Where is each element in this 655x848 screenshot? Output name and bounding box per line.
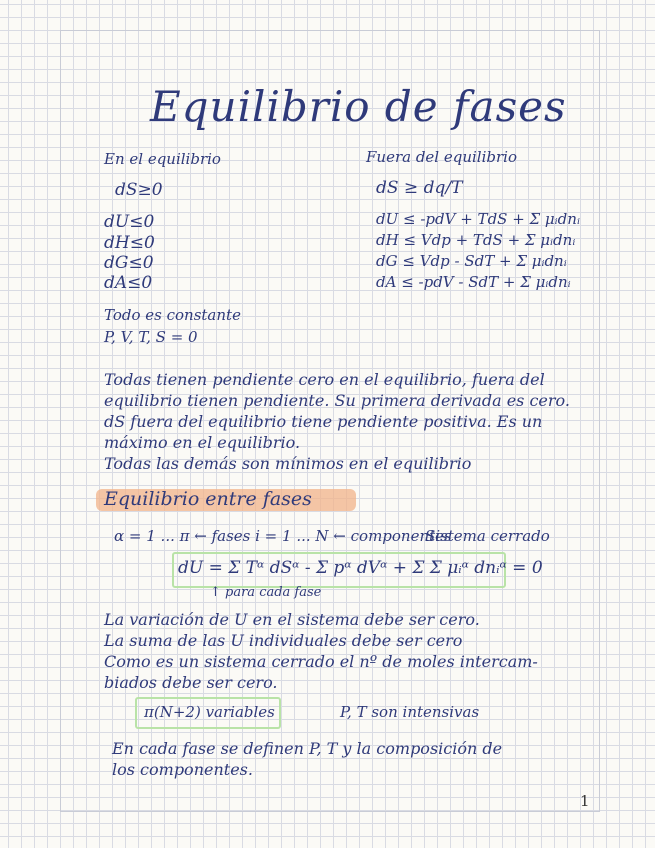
left-eq-dh: dH≤0 bbox=[104, 233, 155, 253]
right-eq-du: dU ≤ -pdV + TdS + Σ μᵢdnᵢ bbox=[376, 210, 580, 228]
paragraph-line: equilibrio tienen pendiente. Su primera derivada es cero. bbox=[104, 391, 570, 410]
left-heading: En el equilibrio bbox=[104, 150, 221, 168]
constant-note: Todo es constante bbox=[104, 306, 241, 324]
phase-definitions: α = 1 ... π ← fases i = 1 ... N ← componentes bbox=[114, 527, 452, 545]
section-heading: Equilibrio entre fases bbox=[104, 488, 312, 510]
explanation-line: Como es un sistema cerrado el nº de moles intercam- bbox=[104, 652, 538, 671]
intensive-note: P, T son intensivas bbox=[340, 703, 480, 721]
page-title: Equilibrio de fases bbox=[150, 82, 567, 131]
left-eq-du: dU≤0 bbox=[104, 212, 155, 232]
paragraph-line: máximo en el equilibrio. bbox=[104, 433, 301, 452]
constant-vars: P, V, T, S = 0 bbox=[104, 328, 198, 346]
closing-line: En cada fase se definen P, T y la composición de bbox=[112, 739, 503, 758]
energy-equation: dU = Σ Tᵅ dSᵅ - Σ pᵅ dVᵅ + Σ Σ μᵢᵅ dnᵢᵅ = 0 bbox=[178, 558, 543, 578]
equation-note: ↑ para cada fase bbox=[210, 585, 322, 600]
explanation-line: La variación de U en el sistema debe ser cero. bbox=[104, 610, 480, 629]
paragraph-line: Todas las demás son mínimos en el equilibrio bbox=[104, 454, 472, 473]
right-eq-dg: dG ≤ Vdp - SdT + Σ μᵢdnᵢ bbox=[376, 252, 567, 270]
paragraph-line: Todas tienen pendiente cero en el equilibrio, fuera del bbox=[104, 370, 545, 389]
page-number: 1 bbox=[580, 792, 590, 810]
left-eq-dg: dG≤0 bbox=[104, 253, 154, 273]
paragraph-line: dS fuera del equilibrio tiene pendiente positiva. Es un bbox=[104, 412, 543, 431]
explanation-line: La suma de las U individuales debe ser cero bbox=[104, 631, 463, 650]
system-type: Sistema cerrado bbox=[425, 527, 550, 545]
left-eq-ds: dS≥0 bbox=[115, 180, 163, 200]
left-eq-da: dA≤0 bbox=[104, 273, 153, 293]
right-eq-dh: dH ≤ Vdp + TdS + Σ μᵢdnᵢ bbox=[376, 231, 576, 249]
explanation-line: biados debe ser cero. bbox=[104, 673, 278, 692]
right-eq-ds: dS ≥ dq/T bbox=[376, 178, 463, 198]
variables-count: π(N+2) variables bbox=[144, 703, 275, 721]
right-heading: Fuera del equilibrio bbox=[366, 148, 518, 166]
right-eq-da: dA ≤ -pdV - SdT + Σ μᵢdnᵢ bbox=[376, 273, 571, 291]
closing-line: los componentes. bbox=[112, 760, 253, 779]
